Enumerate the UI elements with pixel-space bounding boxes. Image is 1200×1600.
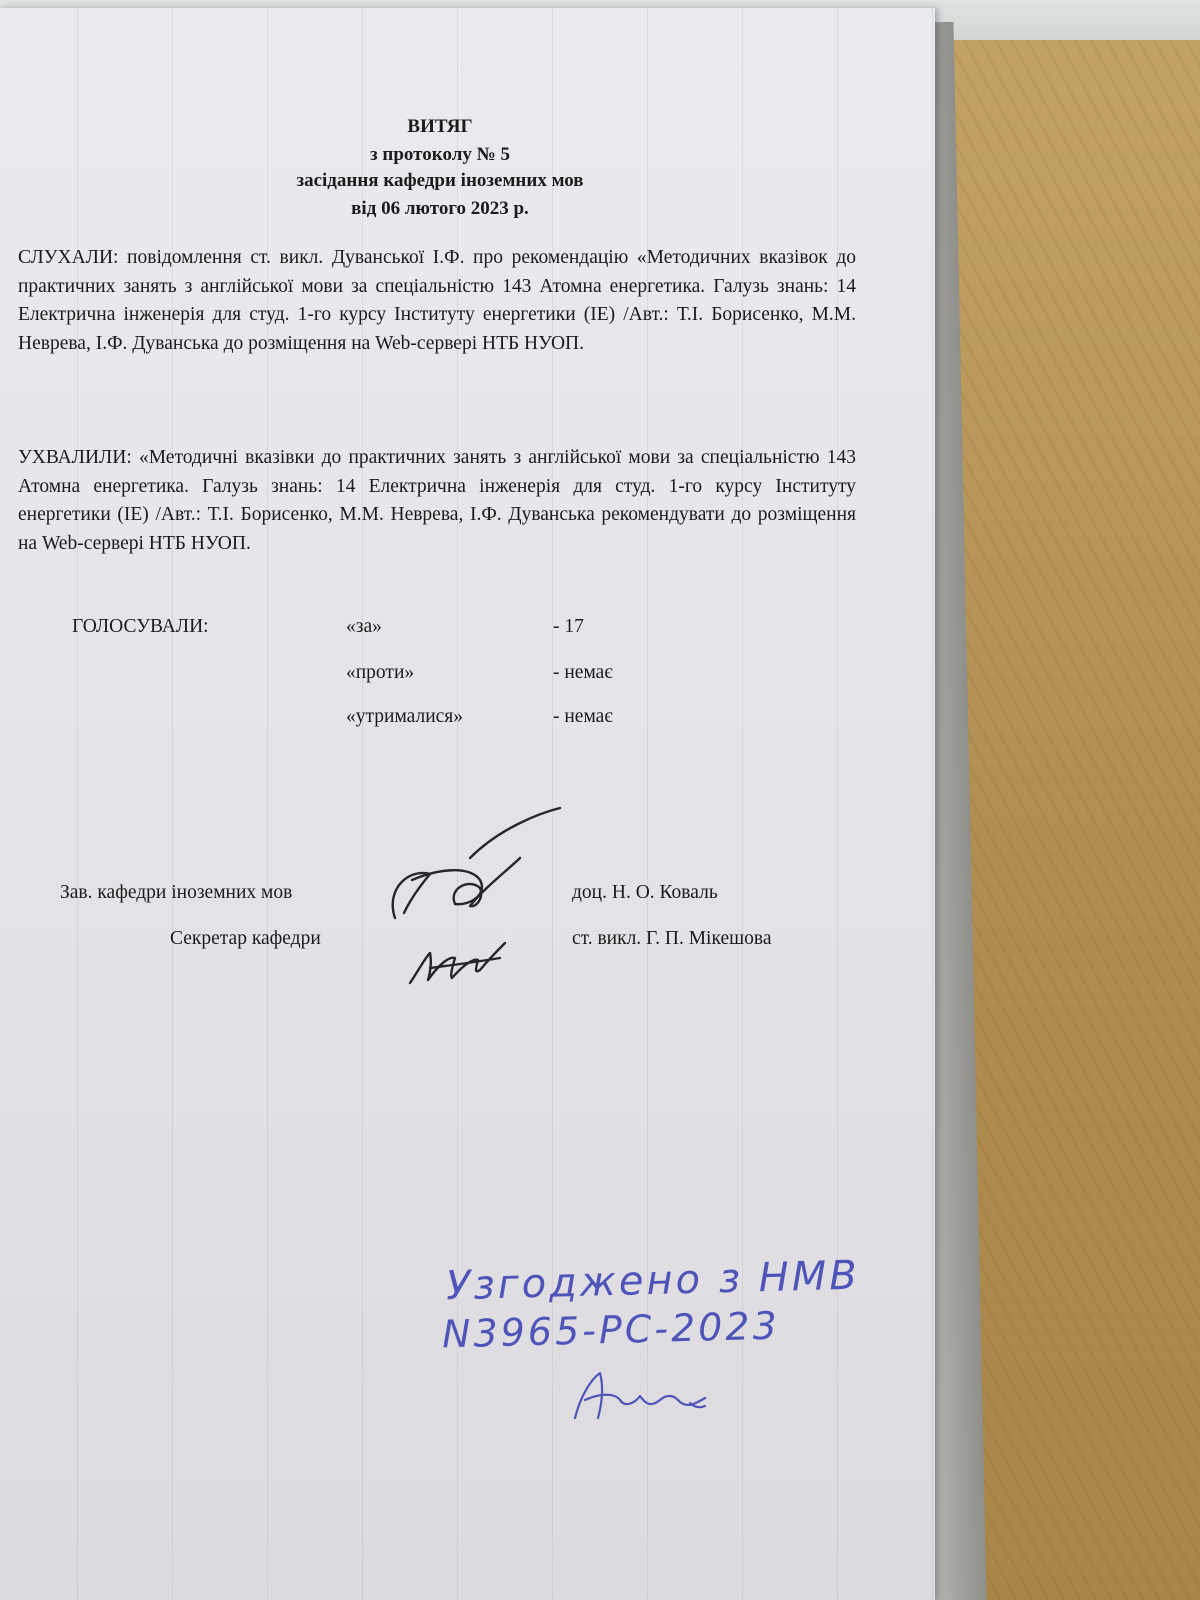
vote-option-abstained: «утрималися» xyxy=(346,706,464,727)
vote-option-against: «проти» xyxy=(346,662,415,683)
voting-label: ГОЛОСУВАЛИ: xyxy=(72,616,209,637)
head-of-department-name: доц. Н. О. Коваль xyxy=(572,882,718,903)
meeting-line: засідання кафедри іноземних мов xyxy=(296,170,584,191)
approval-number: N3965-PC-2023 xyxy=(441,1303,781,1357)
document-title: ВИТЯГ xyxy=(407,116,473,137)
head-of-department-title: Зав. кафедри іноземних мов xyxy=(60,882,293,903)
date-line: від 06 лютого 2023 р. xyxy=(351,198,529,219)
vote-result-against: - немає xyxy=(553,662,613,683)
secretary-title: Секретар кафедри xyxy=(170,928,321,949)
secretary-name: ст. викл. Г. П. Мікешова xyxy=(572,928,772,949)
heard-paragraph: СЛУХАЛИ: повідомлення ст. викл. Дуванської І.Ф. про рекомендацію «Методичних вказівок до практичних занять з англійської мови за спеціальністю 143 Атомна енергетика. Галузь знань: 14 Електрична інженерія для студ. 1-го курсу Інституту енергетики (ІЕ) /Авт.: Т.І. Борисенко, М.М. Неврева, І.Ф. Дуванська до розміщення на Web-сервері НТБ НУОП. xyxy=(18,247,856,354)
approval-signature xyxy=(0,8,935,1600)
vote-result-for: - 17 xyxy=(553,616,584,637)
approval-note: Узгоджено з НМВ xyxy=(445,1252,861,1310)
vote-result-abstained: - немає xyxy=(553,706,613,727)
protocol-line: з протоколу № 5 xyxy=(370,144,510,165)
resolved-paragraph: УХВАЛИЛИ: «Методичні вказівки до практичних занять з англійської мови за спеціальністю 143 Атомна енергетика. Галузь знань: 14 Електрична інженерія для студ. 1-го курсу Інституту енергетики (ІЕ) /Авт.: Т.І. Борисенко, М.М. Неврева, І.Ф. Дуванська рекомендувати до розміщення на Web-сервері НТБ НУОП. xyxy=(18,447,856,554)
vote-option-for: «за» xyxy=(346,616,382,637)
document-sheet xyxy=(0,8,935,1600)
